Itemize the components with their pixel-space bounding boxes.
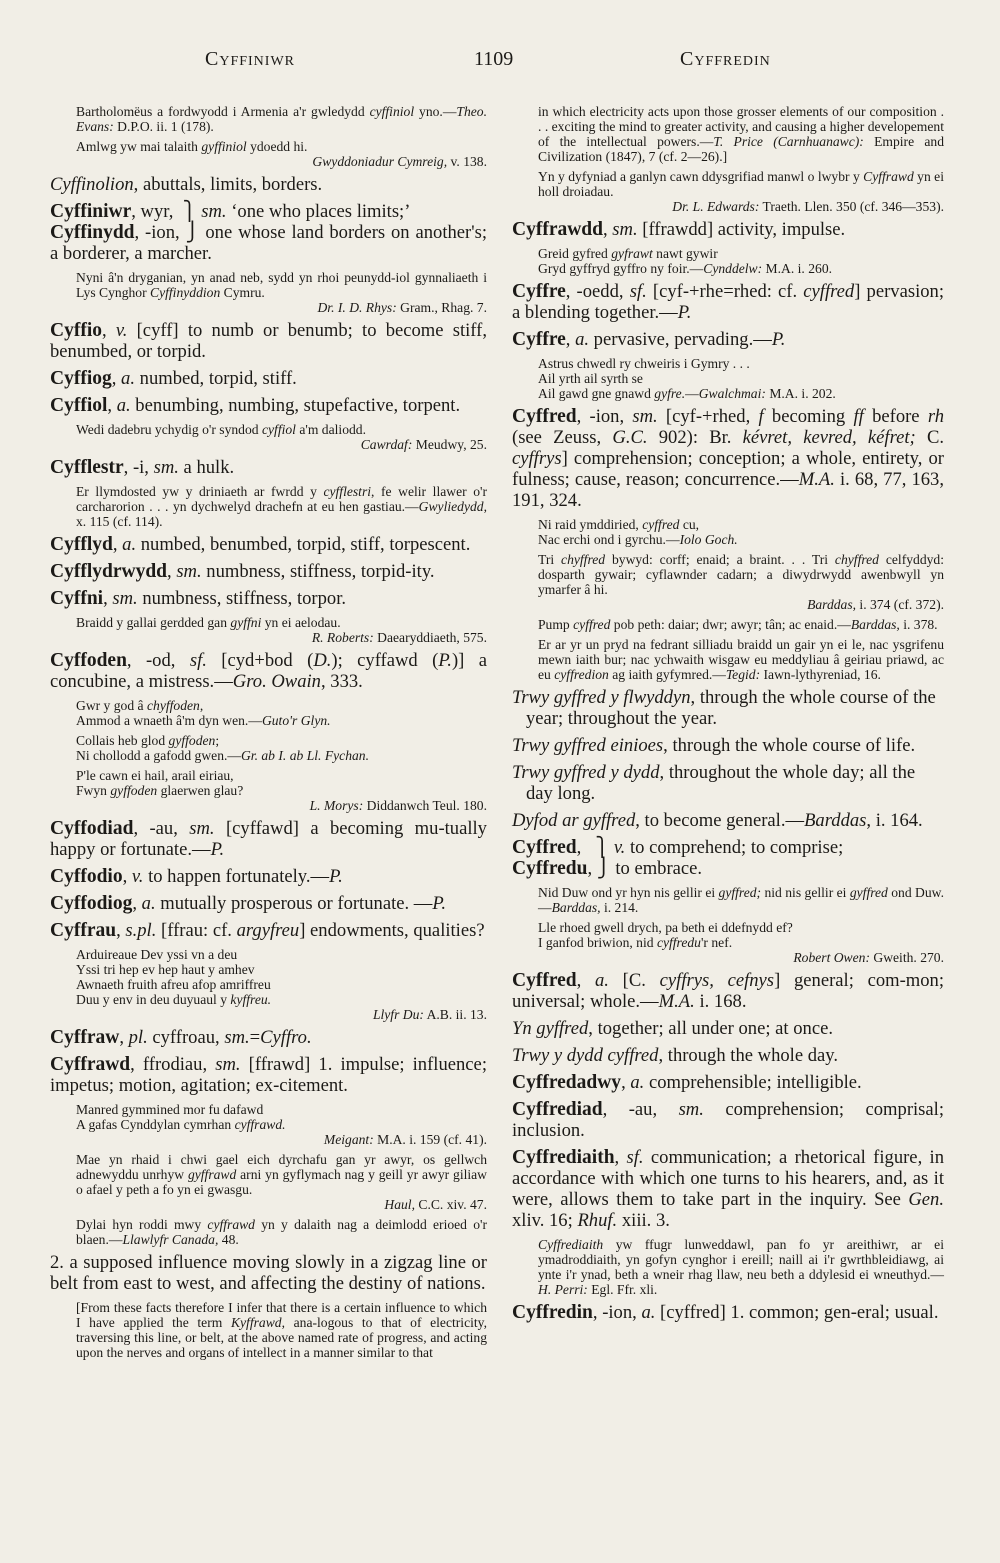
quotation-line: Yn y dyfyniad a ganlyn cawn ddysgrifiad manwl o lwybr y Cyffrawd yn ei holl droiadau.	[538, 169, 944, 199]
dictionary-entry: Cyffre, -oedd, sf. [cyf-+rhe=rhed: cf. cyffred] pervasion; a blending together.—P.	[512, 281, 944, 323]
quotation-line: Er ar yr un pryd na fedrant silliadu braidd un gair yn ei le, nac ysgrifenu mewn iaith bur; nac ychwaith wisgaw eu meddyliau â geiriau priawd, ac eu cyffredion ag iaith gyfymred.—Tegid: Iawn-lythyreniad, 16.	[538, 637, 944, 682]
quotation	[512, 1237, 944, 1297]
right-column	[512, 104, 944, 1329]
phrase-entry: Dyfod ar gyffred, to become general.—Barddas, i. 164.	[512, 810, 923, 831]
quotation	[50, 1300, 487, 1360]
quotation	[50, 615, 487, 645]
quotation-line: Ni chollodd a gafodd gwen.—Gr. ab I. ab Ll. Fychan.	[76, 748, 369, 763]
quotation-line: Dylai hyn roddi mwy cyffrawd yn y dalaith nag a deimlodd erioed o'r blaen.—Llawlyfr Canada, 48.	[76, 1217, 487, 1247]
quotation-line: Ni raid ymddiried, cyffred cu,	[538, 517, 700, 532]
quotation-line: Amlwg yw mai talaith gyffiniol ydoedd hi.	[76, 139, 308, 154]
quotation-line: Lle rhoed gwell drych, pa beth ei ddefnydd ef?	[538, 920, 793, 935]
quotation-line: Nyni â'n dryganian, yn anad neb, sydd yn rhoi peunydd-iol gynnaliaeth i Lys Cynghor Cyffinyddion Cymru.	[76, 270, 487, 300]
quotation-source: Haul, C.C. xiv. 47.	[384, 1197, 487, 1212]
quotation-line: P'le cawn ei hail, arail eiriau,	[76, 768, 234, 783]
quotation-source: L. Morys: Diddanwch Teul. 180.	[309, 798, 487, 813]
quotation	[50, 1217, 487, 1247]
quotation-source: Dr. I. D. Rhys: Gram., Rhag. 7.	[317, 300, 487, 315]
quotation-source: Llyfr Du: A.B. ii. 13.	[372, 1007, 487, 1022]
dictionary-entry: Cyfflydrwydd, sm. numbness, stiffness, torpid-ity.	[50, 561, 435, 582]
quotation	[512, 356, 944, 401]
dictionary-entry: Cyffrediad, -au, sm. comprehension; comprisal; inclusion.	[512, 1099, 944, 1141]
quotation	[512, 885, 944, 915]
dictionary-entry: Cyffodiog, a. mutually prosperous or fortunate. —P.	[50, 893, 446, 914]
quotation	[50, 104, 487, 134]
dictionary-entry: Cyffrediaith, sf. communication; a rhetorical figure, in accordance with which one turns to his hearers, and, as it were, allows them to take part in the inquiry. See Gen. xliv. 16; Rhuf. xiii. 3.	[512, 1147, 944, 1231]
quotation-line: Nac erchi ond i gyrchu.—Iolo Goch.	[538, 532, 738, 547]
quotation	[50, 270, 487, 315]
quotation	[50, 1102, 487, 1147]
quotation-line: Ail gawd gne gnawd gyfre.—Gwalchmai: M.A. i. 202.	[538, 386, 836, 401]
quotation-line: Er llymdosted yw y driniaeth ar fwrdd y cyfflestri, fe welir llawer o'r carcharorion . . . yn dychwelyd drachefn at eu hen gastiau.—Gwyliedydd, x. 115 (cf. 114).	[76, 484, 487, 529]
quotation-source: R. Roberts: Daearyddiaeth, 575.	[311, 630, 487, 645]
quotation	[50, 733, 487, 763]
quotation-line: Yssi tri hep ev hep haut y amhev	[76, 962, 255, 977]
quotation-line: A gafas Cynddylan cymrhan cyffrawd.	[76, 1117, 286, 1132]
quotation-line: Arduireaue Dev yssi vn a deu	[76, 947, 238, 962]
quotation-source: Cawrdaf: Meudwy, 25.	[360, 437, 487, 452]
quotation	[512, 169, 944, 214]
dictionary-entry: Cyffred, a. [C. cyffrys, cefnys] general; com-mon; universal; whole.—M.A. i. 168.	[512, 970, 945, 1012]
quotation-line: Gryd gyffryd gyffro ny foir.—Cynddelw: M.A. i. 260.	[538, 261, 833, 276]
quotation-line: Ail yrth ail syrth se	[538, 371, 643, 386]
quotation	[50, 698, 487, 728]
quotation	[50, 422, 487, 452]
dictionary-entry: Cyffredadwy, a. comprehensible; intelligible.	[512, 1072, 862, 1093]
quotation	[512, 552, 944, 612]
dictionary-entry: Cyffred, -ion, sm. [cyf-+rhed, f becoming ff before rh (see Zeuss, G.C. 902): Br. kévret, kevred, kéfret; C. cyffrys] comprehension; conception; a whole, entirety, or fulness; cause, reason; concurrence.—M.A. i. 68, 77, 163, 191, 324.	[512, 406, 945, 511]
quotation-source: Dr. L. Edwards: Traeth. Llen. 350 (cf. 346—353).	[672, 199, 944, 214]
dictionary-entry: Cyffredin, -ion, a. [cyffred] 1. common; gen-eral; usual.	[512, 1302, 939, 1323]
quotation	[512, 637, 944, 682]
quotation-line: Collais heb glod gyffoden;	[76, 733, 220, 748]
dictionary-entry: Cyffodiad, -au, sm. [cyffawd] a becoming mu-tually happy or fortunate.—P.	[50, 818, 487, 860]
quotation-line: Bartholomëus a fordwyodd i Armenia a'r gwledydd cyffiniol yno.—Theo. Evans: D.P.O. ii. 1 (178).	[76, 104, 487, 134]
dictionary-entry: Cyfflestr, -i, sm. a hulk.	[50, 457, 235, 478]
quotation-source: Robert Owen: Gweith. 270.	[793, 950, 944, 965]
phrase-entry: Yn gyffred, together; all under one; at once.	[512, 1018, 833, 1039]
quotation-source: Gwyddoniadur Cymreig, v. 138.	[312, 154, 487, 169]
quotation	[512, 517, 944, 547]
left-column	[50, 104, 487, 1365]
quotation-line: Cyffrediaith yw ffugr lunweddawl, pan fo yr areithiwr, ar ei ymadroddiaith, yn gofyn cynghor i ereill; naill ai i'r gwrthbleidiawg, ai ynte i'r ynad, beth a wneir rhag llaw, neu beth a ddylesid ei wneuthyd.—H. Perri: Egl. Ffr. xli.	[538, 1237, 944, 1297]
page-number: 1109	[474, 48, 514, 70]
running-head-right: Cyffredin	[680, 48, 771, 70]
quotation	[50, 947, 487, 1022]
quotation-line: in which electricity acts upon those grosser elements of our composition . . . exciting the mind to greater activity, and causing a higher developement of the intellectual powers.—T. Price (Carnhuanawc): Empire and Civilization (1847), 7 (cf. 2—26).]	[538, 104, 944, 164]
quotation-source: Meigant: M.A. i. 159 (cf. 41).	[323, 1132, 487, 1147]
dictionary-entry: Cyffni, sm. numbness, stiffness, torpor.	[50, 588, 347, 609]
running-head-left: Cyffiniwr	[205, 48, 296, 70]
quotation-line: Braidd y gallai gerdded gan gyffni yn ei aelodau.	[76, 615, 341, 630]
dictionary-entry: Cyffraw, pl. cyffroau, sm.=Cyffro.	[50, 1027, 312, 1048]
quotation-line: Astrus chwedl ry chweiris i Gymry . . .	[538, 356, 750, 371]
quotation	[512, 617, 944, 632]
quotation-line: Ammod a wnaeth â'm dyn wen.—Guto'r Glyn.	[76, 713, 331, 728]
quotation	[512, 246, 944, 276]
quotation-line: Mae yn rhaid i chwi gael eich dyrchafu gan yr awyr, os gellwch adnewyddu unrhyw gyffrawd arni yn gyflymach nag y geill yr awyr giliaw o afael y peth a fo yn ei gwasgu.	[76, 1152, 487, 1197]
dictionary-entry: Cyffrau, s.pl. [ffrau: cf. argyfreu] endowments, qualities?	[50, 920, 485, 941]
dictionary-entry: Cyfflyd, a. numbed, benumbed, torpid, stiff, torpescent.	[50, 534, 471, 555]
dictionary-entry: Cyffrawdd, sm. [ffrawdd] activity, impulse.	[512, 219, 846, 240]
quotation	[50, 139, 487, 169]
page-header	[0, 48, 1000, 78]
quotation-line: [From these facts therefore I infer that there is a certain influence to which I have applied the term Kyffrawd, ana-logous to that of electricity, traversing this line, or belt, at the above named rate of progress, and acting upon the nerves and organs of intellect in a manner similar to that	[76, 1300, 487, 1360]
quotation-line: Greid gyfred gyfrawt nawt gywir	[538, 246, 718, 261]
dictionary-entry: Cyffinolion, abuttals, limits, borders.	[50, 174, 323, 195]
dictionary-entry: Cyffio, v. [cyff] to numb or benumb; to become stiff, benumbed, or torpid.	[50, 320, 488, 362]
dictionary-entry: Cyffiol, a. benumbing, numbing, stupefactive, torpent.	[50, 395, 461, 416]
quotation	[50, 484, 487, 529]
dictionary-entry: Cyffodio, v. to happen fortunately.—P.	[50, 866, 343, 887]
dictionary-entry: Cyffred, ⎫ v. to comprehend; to comprise; Cyffredu, ⎭ to embrace.	[512, 837, 844, 879]
quotation-line: Wedi dadebru ychydig o'r syndod cyffiol a'm daliodd.	[76, 422, 366, 437]
phrase-entry: Trwy gyffred y dydd, throughout the whole day; all the day long.	[512, 762, 916, 804]
quotation-line: Pump cyffred pob peth: daiar; dwr; awyr; tân; ac enaid.—Barddas, i. 378.	[538, 617, 938, 632]
quotation-line: Awnaeth fruith afreu afop amriffreu	[76, 977, 271, 992]
quotation-line: Gwr y god â chyffoden,	[76, 698, 204, 713]
quotation-line: Duu y env in deu duyuaul y kyffreu.	[76, 992, 272, 1007]
dictionary-entry: Cyffiog, a. numbed, torpid, stiff.	[50, 368, 297, 389]
quotation-line: Manred gymmined mor fu dafawd	[76, 1102, 264, 1117]
quotation	[512, 920, 944, 965]
phrase-entry: Trwy y dydd cyffred, through the whole day.	[512, 1045, 839, 1066]
quotation-line: Nid Duw ond yr hyn nis gellir ei gyffred; nid nis gellir ei gyffred ond Duw.—Barddas, i. 214.	[538, 885, 944, 915]
quotation-line: Tri chyffred bywyd: corff; enaid; a braint. . . Tri chyffred celfyddyd: dosparth gywair; cyflawnder cadarn; a diwydrwydd awenbwyll yn ymarfer â hi.	[538, 552, 944, 597]
quotation	[50, 768, 487, 813]
quotation	[512, 104, 944, 164]
dictionary-entry: Cyffre, a. pervasive, pervading.—P.	[512, 329, 786, 350]
dictionary-entry: Cyffiniwr, wyr, ⎫ sm. ‘one who places limits;’ Cyffinydd, -ion, ⎭ one whose land borders on another's; a borderer, a marcher.	[50, 201, 487, 264]
dictionary-entry: 2. a supposed influence moving slowly in a zigzag line or belt from east to west, and affecting the destiny of nations.	[50, 1252, 487, 1294]
quotation-source: Barddas, i. 374 (cf. 372).	[807, 597, 944, 612]
dictionary-entry: Cyffrawd, ffrodiau, sm. [ffrawd] 1. impulse; influence; impetus; motion, agitation; ex-citement.	[50, 1054, 487, 1096]
dictionary-entry: Cyffoden, -od, sf. [cyd+bod (D.); cyffawd (P.)] a concubine, a mistress.—Gro. Owain, 333.	[50, 650, 487, 692]
phrase-entry: Trwy gyffred y flwyddyn, through the whole course of the year; throughout the year.	[512, 687, 936, 729]
quotation-line: I ganfod briwion, nid cyffredu'r nef.	[538, 935, 733, 950]
quotation	[50, 1152, 487, 1212]
quotation-line: Fwyn gyffoden glaerwen glau?	[76, 783, 244, 798]
phrase-entry: Trwy gyffred einioes, through the whole course of life.	[512, 735, 916, 756]
